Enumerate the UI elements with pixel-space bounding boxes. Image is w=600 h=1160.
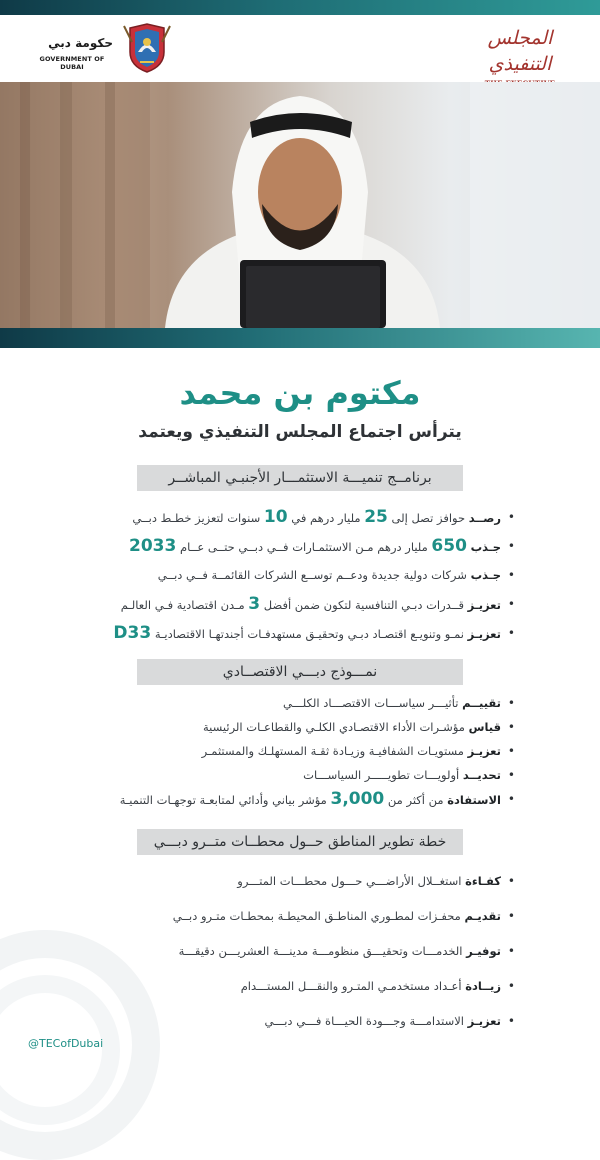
list-item: • تقييــم تأثيـــر سياســـات الاقتصـــاد الكلـــي bbox=[95, 692, 515, 716]
photo-bottom-band bbox=[0, 328, 600, 348]
list-item: • تعزيـز مستويـات الشفافيـة وزيـادة ثقـة المستهلـك والمستثمـر bbox=[95, 740, 515, 764]
person-portrait-illustration bbox=[0, 82, 600, 328]
section-heading-metro-plan: خطة تطوير المناطق حــول محطــات متــرو دبـــي bbox=[137, 829, 463, 855]
metro-plan-list bbox=[95, 868, 515, 1043]
list-item: • جـذب شركات دولية جديدة ودعــم توســع الشركات القائمــة فــي دبــي bbox=[95, 562, 515, 591]
list-item: • جـذب 650 مليار درهم مـن الاستثمـارات فــي دبــي حتــى عــام 2033 bbox=[95, 533, 515, 562]
list-item: • توفيـر الخدمـــات وتحقيـــق منظومـــة مدينـــة العشريـــن دقيقـــة bbox=[95, 938, 515, 973]
list-item: • رصــد حوافز تصل إلى 25 مليار درهم في 10 سنوات لتعزيز خطـط دبــي bbox=[95, 504, 515, 533]
section-heading-fdi: برنامــج تنميـــة الاستثمـــار الأجنبـي المباشــر bbox=[137, 465, 463, 491]
council-logo-arabic: المجلس التنفيذي bbox=[487, 27, 553, 75]
list-item: • تحديــد أولويـــات تطويـــــر السياســـات bbox=[95, 764, 515, 788]
section-heading-economic-model: نمـــوذج دبـــي الاقتصــادي bbox=[137, 659, 463, 685]
hero-photo bbox=[0, 82, 600, 328]
list-item: • قياس مؤشـرات الأداء الاقتصـادي الكلـي والقطاعـات الرئيسية bbox=[95, 716, 515, 740]
headline-subtitle: يترأس اجتماع المجلس التنفيذي ويعتمد bbox=[138, 422, 462, 442]
list-item: • كفـاءة استغــلال الأراضـــي حـــول محطـــات المتـــرو bbox=[95, 868, 515, 903]
top-gradient-bar bbox=[0, 0, 600, 15]
gov-logo-arabic: حكومة دبي bbox=[48, 36, 113, 50]
government-of-dubai-logo bbox=[25, 22, 165, 77]
fdi-list bbox=[95, 504, 515, 649]
list-item: • تعزيـز الاستدامـــة وجـــودة الحيـــاة فـــي دبـــي bbox=[95, 1008, 515, 1043]
economic-model-list bbox=[95, 692, 515, 812]
list-item: • الاستفادة من أكثر من 3,000 مؤشر بياني وأدائي لمتابعـة توجهـات التنميـة bbox=[95, 788, 515, 812]
list-item: • زيــادة أعـداد مستخدمـي المتـرو والنقـــل المستـــدام bbox=[95, 973, 515, 1008]
executive-council-logo bbox=[465, 25, 575, 75]
gov-logo-english: GOVERNMENT OF DUBAI bbox=[39, 55, 105, 71]
dubai-emblem-icon bbox=[122, 22, 172, 74]
social-handle[interactable]: @TECofDubai bbox=[28, 1037, 104, 1050]
list-item: • تعزيـز نمـو وتنويـع اقتصـاد دبـي وتحقيـق مستهدفـات أجندتهـا الاقتصاديـة D33 bbox=[95, 620, 515, 649]
list-item: • تقديـم محفـزات لمطـوري المناطـق المحيطـة بمحطـات متـرو دبــي bbox=[95, 903, 515, 938]
list-item: • تعزيـز قــدرات دبـي التنافسية لتكون ضمن أفضل 3 مـدن اقتصادية فـي العالـم bbox=[95, 591, 515, 620]
headline-title: مكتوم بن محمد bbox=[179, 374, 421, 412]
